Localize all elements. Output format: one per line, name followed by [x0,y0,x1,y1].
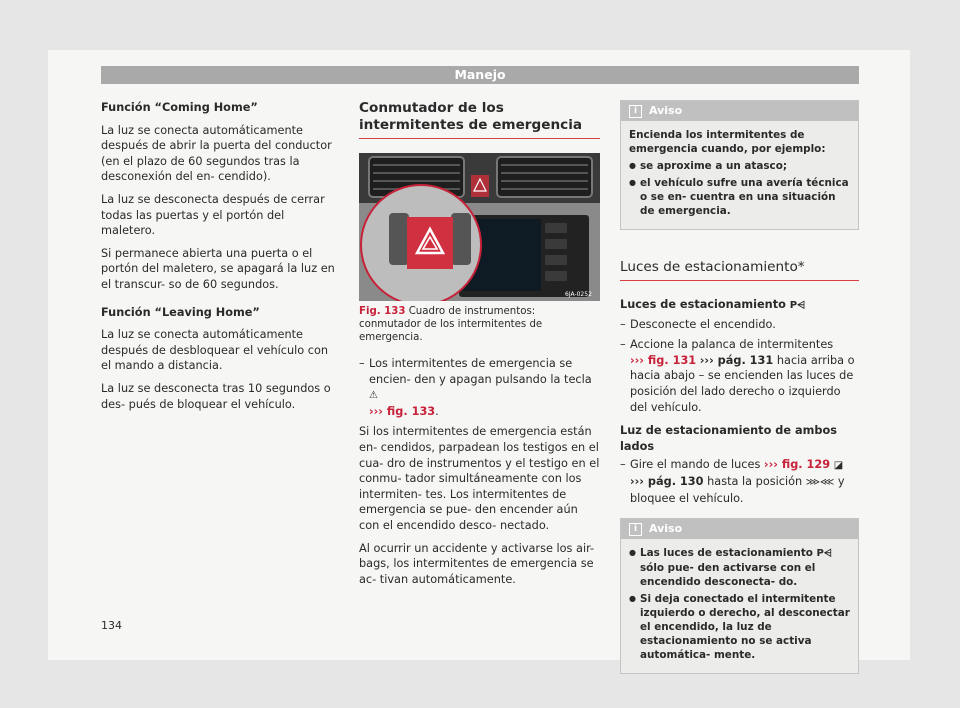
bullet-item: ● Las luces de estacionamiento P⩤ sólo pue- den activarse con el encendido desconecta- do. [629,546,850,589]
heading-leaving-home: Función “Leaving Home” [101,305,260,319]
info-icon: i [629,105,642,118]
page-header: Manejo [101,66,859,84]
figure-code: 6JA-0252 [565,291,592,298]
parking-light-icon: P⩤ [789,300,806,311]
figure-reference-link[interactable]: ››› fig. 131 [630,353,697,367]
dashboard-figure [359,153,600,301]
page-reference-link[interactable]: ››› pág. 131 [699,353,774,367]
paragraph: La luz se conecta automáticamente después de desbloquear el vehículo con el mando a distancia. [101,328,329,373]
dashboard-illustration [359,153,600,301]
notice-box [620,518,859,674]
bullet-item: ● el vehículo sufre una avería técnica o se en- cuentra en una situación de emergencia. [629,176,850,218]
column-2 [359,100,600,594]
step-ignition: – Desconecte el encendido. [620,317,859,333]
notice-body: Encienda los intermitentes de emergencia cuando, por ejemplo: ● se aproxime a un atasco; ● el vehículo sufre una avería técnica o se en- cuentra en una situación de emergencia. [621,121,858,229]
section-title-parking-lights: Luces de estacionamiento* [620,258,859,281]
step-light-switch: – Gire el mando de luces ››› fig. 129 ◪ ››› pág. 130 hasta la posición ⋙⋘ y bloquee el vehículo. [620,457,859,506]
notice-body [621,539,858,673]
paragraph: Al ocurrir un accidente y activarse los air- bags, los intermitentes de emergencia se ac- tivan automáticamente. [359,541,595,586]
figure-reference-link[interactable]: ››› fig. 129 [763,458,831,472]
page-number: 134 [101,619,122,632]
notice-header: i Aviso [621,519,858,539]
subheading-parking-lights: Luces de estacionamiento P⩤ [620,298,806,311]
column-1 [101,100,341,419]
figure-marker-icon: ◪ [833,460,844,472]
parking-light-icon: P⩤ [816,548,832,560]
parking-position-icon: ⋙⋘ [805,476,835,488]
paragraph: Si permanece abierta una puerta o el portón del maletero, se apagará la luz en el transcur- so de 60 segundos. [101,246,335,291]
heading-coming-home: Función “Coming Home” [101,101,258,114]
figure-reference-link[interactable]: ››› fig. 133 [369,404,436,418]
step-lever: – Accione la palanca de intermitentes ››› fig. 131 ››› pág. 131 hacia arriba o hacia abajo – se encienden las luces de posición del lado derecho o izquierdo del vehículo. [620,337,859,415]
step-hazard-button: – Los intermitentes de emergencia se encien- den y apagan pulsando la tecla ⚠ ››› fig. 133. [359,356,600,419]
subheading-both-sides: Luz de estacionamiento de ambos lados [620,424,837,453]
bullet-item: ● Si deja conectado el intermitente izquierdo o derecho, al desconectar el encendido, la luz de estacionamiento no se activa automática- mente. [629,592,850,662]
paragraph: La luz se desconecta después de cerrar todas las puertas y el portón del maletero. [101,192,325,238]
paragraph: La luz se conecta automáticamente después de abrir la puerta del conductor (en el plazo de 60 segundos tras la desconexión del en- cendido). [101,123,332,184]
figure-caption: Fig. 133 Cuadro de instrumentos: conmutador de los intermitentes de emergencia. [359,306,543,343]
section-title-hazard: Conmutador de los intermitentes de emergencia [359,100,600,139]
column-3 [620,100,859,674]
page-reference-link[interactable]: ››› pág. 130 [630,474,704,488]
paragraph: Si los intermitentes de emergencia están en- cendidos, parpadean los testigos en el cua- dro de instrumentos y el testigo en el conmu- tador simultáneamente con los intermiten- tes. Los intermitentes de emergencia se pue- den encender aún con el encendido desco- nectado. [359,425,600,532]
info-icon: i [629,523,642,536]
paragraph: La luz se desconecta tras 10 segundos o des- pués de bloquear el vehículo. [101,381,331,411]
notice-box [620,100,859,230]
hazard-triangle-icon: ⚠ [369,390,378,402]
bullet-item: ● se aproxime a un atasco; [629,159,850,173]
notice-header: i Aviso [621,101,858,121]
